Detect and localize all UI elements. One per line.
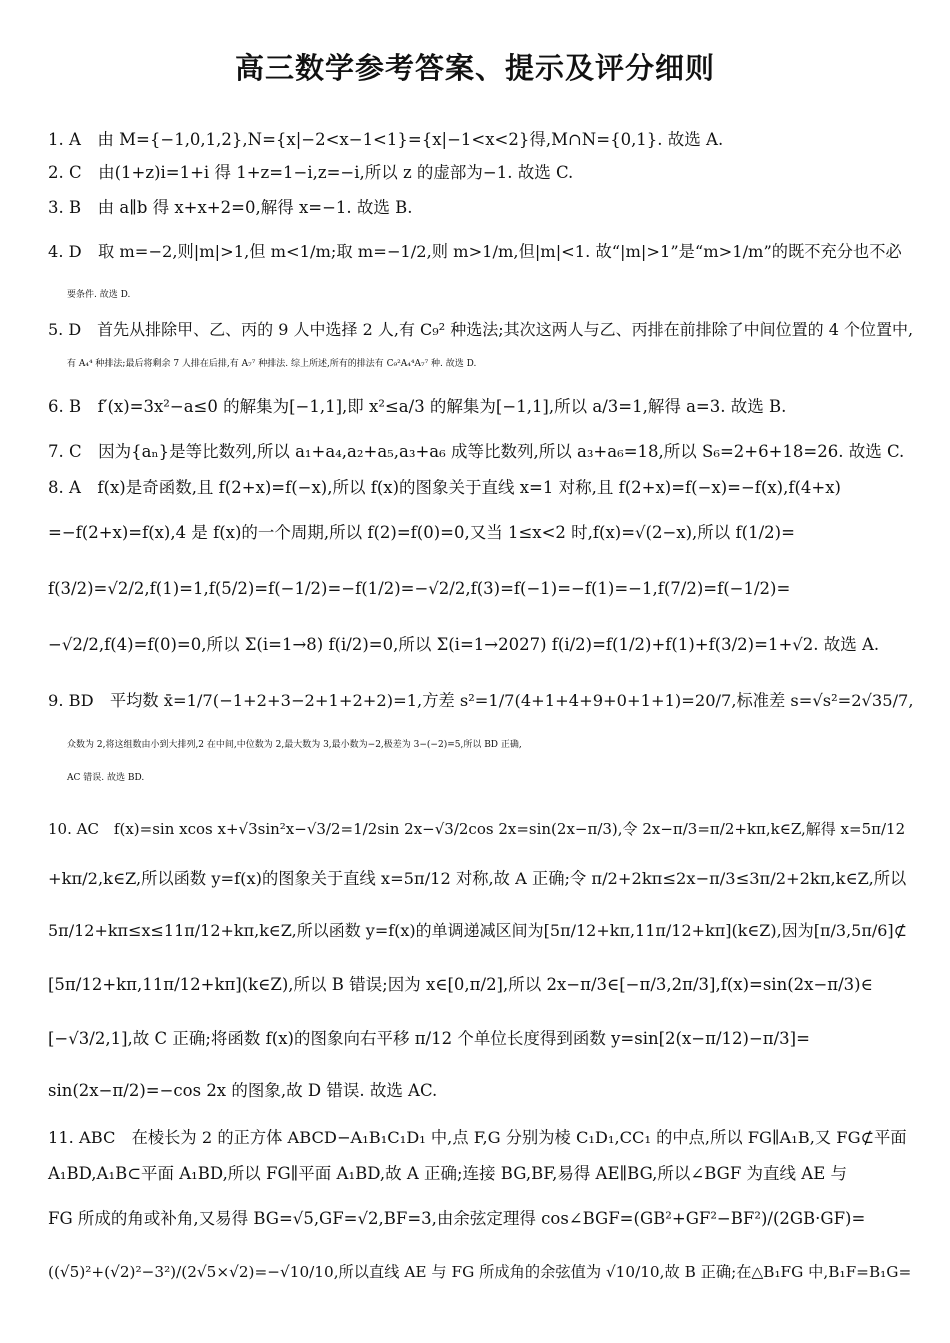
answer-line-8-cont-2: f(3/2)=√2/2,f(1)=1,f(5/2)=f(−1/2)=−f(1/2)=−√2/2,f(3)=f(−1)=−f(1)=−1,f(7/2)=f(−1/2)=	[48, 579, 791, 598]
answer-line-6: 6. B f′(x)=3x²−a≤0 的解集为[−1,1],即 x²≤a/3 的解集为[−1,1],所以 a/3=1,解得 a=3. 故选 B.	[48, 397, 787, 416]
answer-line-2: 2. C 由(1+z)i=1+i 得 1+z=1−i,z=−i,所以 z 的虚部为−1. 故选 C.	[48, 163, 574, 182]
answer-line-10: 10. AC f(x)=sin xcos x+√3sin²x−√3/2=1/2sin 2x−√3/2cos 2x=sin(2x−π/3),令 2x−π/3=π/2+kπ,k∈Z,解得 x=5π/12	[48, 820, 906, 838]
answer-line-11: 11. ABC 在棱长为 2 的正方体 ABCD−A₁B₁C₁D₁ 中,点 F,G 分别为棱 C₁D₁,CC₁ 的中点,所以 FG∥A₁B,又 FG⊄平面	[48, 1128, 907, 1147]
page-title: 高三数学参考答案、提示及评分细则	[234, 51, 715, 85]
answer-line-11-cont-3: ((√5)²+(√2)²−3²)/(2√5×√2)=−√10/10,所以直线 AE 与 FG 所成角的余弦值为 √10/10,故 B 正确;在△B₁FG 中,B₁F=B₁G=	[48, 1263, 912, 1281]
answer-line-9-cont-2: AC 错误. 故选 BD.	[67, 773, 145, 783]
answer-line-10-cont-4: [−√3/2,1],故 C 正确;将函数 f(x)的图象向右平移 π/12 个单位长度得到函数 y=sin[2(x−π/12)−π/3]=	[48, 1029, 810, 1048]
answer-line-3: 3. B 由 a∥b 得 x+x+2=0,解得 x=−1. 故选 B.	[48, 198, 413, 217]
answer-line-10-cont-3: [5π/12+kπ,11π/12+kπ](k∈Z),所以 B 错误;因为 x∈[0,π/2],所以 2x−π/3∈[−π/3,2π/3],f(x)=sin(2x−π/3)∈	[48, 975, 873, 994]
answer-line-8-cont-1: =−f(2+x)=f(x),4 是 f(x)的一个周期,所以 f(2)=f(0)=0,又当 1≤x<2 时,f(x)=√(2−x),所以 f(1/2)=	[48, 523, 795, 542]
answer-line-10-cont-5: sin(2x−π/2)=−cos 2x 的图象,故 D 错误. 故选 AC.	[48, 1081, 438, 1100]
answer-line-11-cont-2: FG 所成的角或补角,又易得 BG=√5,GF=√2,BF=3,由余弦定理得 cos∠BGF=(GB²+GF²−BF²)/(2GB·GF)=	[48, 1209, 866, 1228]
answer-line-4: 4. D 取 m=−2,则|m|>1,但 m<1/m;取 m=−1/2,则 m>1/m,但|m|<1. 故“|m|>1”是“m>1/m”的既不充分也不必	[48, 242, 902, 261]
answer-line-8: 8. A f(x)是奇函数,且 f(2+x)=f(−x),所以 f(x)的图象关于直线 x=1 对称,且 f(2+x)=f(−x)=−f(x),f(4+x)	[48, 478, 841, 497]
answer-line-8-cont-3: −√2/2,f(4)=f(0)=0,所以 Σ(i=1→8) f(i/2)=0,所以 Σ(i=1→2027) f(i/2)=f(1/2)+f(1)+f(3/2)=1+√2. 故选 A.	[48, 635, 880, 654]
answer-line-9-cont-1: 众数为 2,将这组数由小到大排列,2 在中间,中位数为 2,最大数为 3,最小数为−2,极差为 3−(−2)=5,所以 BD 正确,	[67, 740, 522, 750]
answer-line-11-cont-1: A₁BD,A₁B⊂平面 A₁BD,所以 FG∥平面 A₁BD,故 A 正确;连接 BG,BF,易得 AE∥BG,所以∠BGF 为直线 AE 与	[48, 1164, 847, 1183]
answer-line-10-cont-1: +kπ/2,k∈Z,所以函数 y=f(x)的图象关于直线 x=5π/12 对称,故 A 正确;令 π/2+2kπ≤2x−π/3≤3π/2+2kπ,k∈Z,所以	[48, 869, 907, 888]
answer-line-10-cont-2: 5π/12+kπ≤x≤11π/12+kπ,k∈Z,所以函数 y=f(x)的单调递减区间为[5π/12+kπ,11π/12+kπ](k∈Z),因为[π/3,5π/6]⊄	[48, 921, 908, 940]
answer-line-1: 1. A 由 M={−1,0,1,2},N={x|−2<x−1<1}={x|−1<x<2}得,M∩N={0,1}. 故选 A.	[48, 130, 724, 149]
answer-line-5: 5. D 首先从排除甲、乙、丙的 9 人中选择 2 人,有 C₉² 种选法;其次这两人与乙、丙排在前排除了中间位置的 4 个位置中,	[48, 320, 914, 339]
answer-line-7: 7. C 因为{aₙ}是等比数列,所以 a₁+a₄,a₂+a₅,a₃+a₆ 成等比数列,所以 a₃+a₆=18,所以 S₆=2+6+18=26. 故选 C.	[48, 442, 905, 461]
answer-line-4-cont: 要条件. 故选 D.	[67, 290, 131, 300]
answer-line-9: 9. BD 平均数 x̄=1/7(−1+2+3−2+1+2+2)=1,方差 s²=1/7(4+1+4+9+0+1+1)=20/7,标准差 s=√s²=2√35/7,	[48, 691, 914, 710]
answer-line-5-cont: 有 A₄⁴ 种排法;最后将剩余 7 人排在后排,有 A₇⁷ 种排法. 综上所述,所有的排法有 C₉²A₄⁴A₇⁷ 种. 故选 D.	[67, 359, 477, 369]
